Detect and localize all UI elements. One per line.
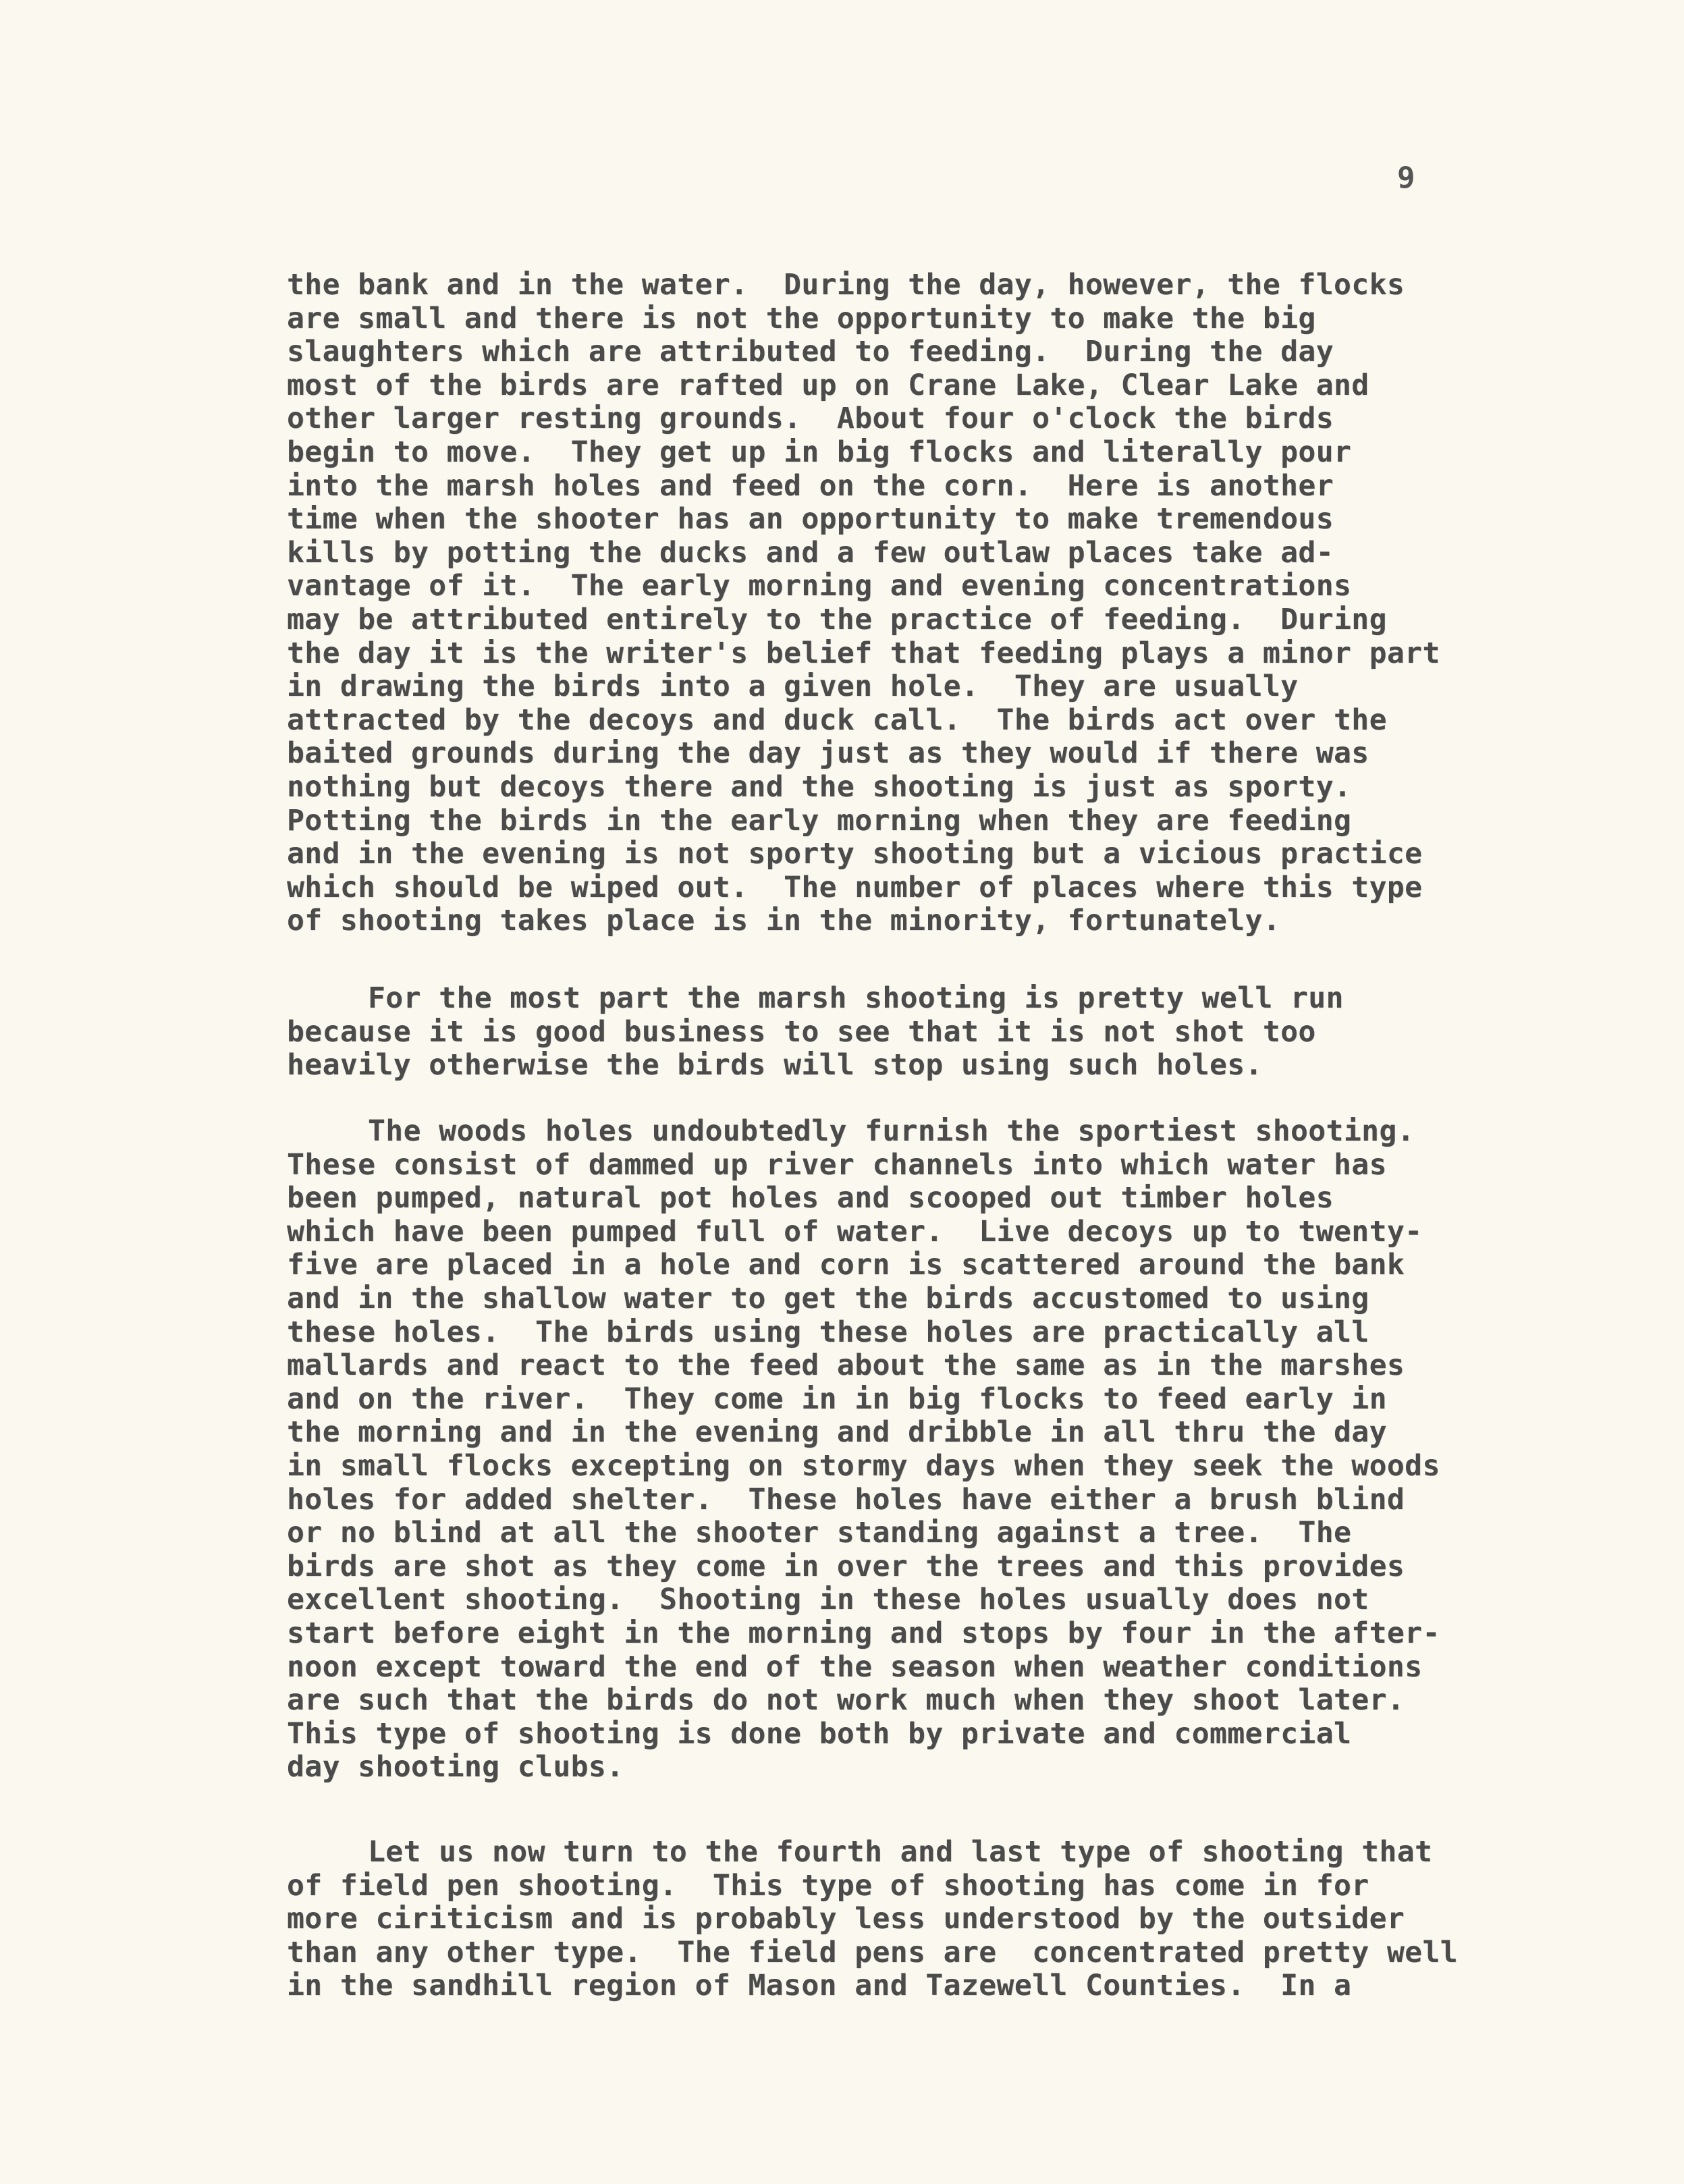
text-line: are small and there is not the opportunity to make the big [287, 301, 1316, 335]
text-line: The woods holes undoubtedly furnish the sportiest shooting. [368, 1114, 1415, 1148]
text-line: in drawing the birds into a given hole. They are usually [287, 670, 1299, 704]
text-line: Potting the birds in the early morning when they are feeding [287, 803, 1352, 838]
text-line: and in the shallow water to get the birds accustomed to using [287, 1281, 1369, 1315]
text-line: other larger resting grounds. About four o'clock the birds [287, 402, 1334, 436]
text-line: For the most part the marsh shooting is pretty well run [368, 981, 1344, 1015]
text-line: of field pen shooting. This type of shooting has come in for [287, 1868, 1369, 1903]
text-line: than any other type. The field pens are concentrated pretty well [287, 1935, 1459, 1969]
text-line: vantage of it. The early morning and evening concentrations [287, 569, 1352, 603]
text-line: more ciriticism and is probably less understood by the outsider [287, 1902, 1405, 1936]
text-line: This type of shooting is done both by private and commercial [287, 1716, 1352, 1751]
text-line: the bank and in the water. During the day, however, the flocks [287, 268, 1405, 302]
text-line: the morning and in the evening and dribble in all thru the day [287, 1415, 1387, 1450]
text-line: heavily otherwise the birds will stop using such holes. [287, 1048, 1263, 1083]
text-line: most of the birds are rafted up on Crane Lake, Clear Lake and [287, 368, 1369, 402]
text-line: nothing but decoys there and the shooting is just as sporty. [287, 769, 1352, 804]
paragraph-marsh-feeding [287, 269, 1610, 938]
text-line: in the sandhill region of Mason and Tazewell Counties. In a [287, 1969, 1352, 2003]
text-line: and in the evening is not sporty shooting but a vicious practice [287, 837, 1423, 871]
text-line: attracted by the decoys and duck call. The birds act over the [287, 703, 1387, 737]
text-line: baited grounds during the day just as they would if there was [287, 736, 1369, 771]
text-line: which have been pumped full of water. Live decoys up to twenty- [287, 1214, 1423, 1249]
text-line: excellent shooting. Shooting in these holes usually does not [287, 1583, 1369, 1617]
paragraph-marsh-management [287, 982, 1610, 1083]
text-line: are such that the birds do not work much when they shoot later. [287, 1683, 1405, 1718]
text-line: day shooting clubs. [287, 1750, 624, 1784]
text-line: start before eight in the morning and stops by four in the after- [287, 1616, 1440, 1650]
text-line: noon except toward the end of the season when weather conditions [287, 1649, 1423, 1684]
text-line: which should be wiped out. The number of places where this type [287, 870, 1423, 904]
text-line: These consist of dammed up river channels into which water has [287, 1147, 1387, 1182]
text-line: may be attributed entirely to the practice of feeding. During [287, 602, 1387, 636]
text-line: slaughters which are attributed to feeding. During the day [287, 335, 1334, 369]
text-line: of shooting takes place is in the minority, fortunately. [287, 904, 1281, 938]
text-line: five are placed in a hole and corn is scattered around the bank [287, 1248, 1405, 1282]
text-line: Let us now turn to the fourth and last type of shooting that [368, 1835, 1433, 1869]
text-line: kills by potting the ducks and a few outlaw places take ad- [287, 535, 1334, 570]
text-line: into the marsh holes and feed on the corn. Here is another [287, 468, 1334, 503]
text-line: the day it is the writer's belief that feeding plays a minor part [287, 636, 1440, 670]
page-number: 9 [1397, 161, 1415, 195]
paragraph-woods-holes [287, 1115, 1610, 1784]
text-line: been pumped, natural pot holes and scooped out timber holes [287, 1181, 1334, 1216]
text-line: begin to move. They get up in big flocks and literally pour [287, 435, 1352, 469]
text-line: time when the shooter has an opportunity to make tremendous [287, 502, 1334, 537]
text-line: or no blind at all the shooter standing against a tree. The [287, 1516, 1352, 1550]
text-line: birds are shot as they come in over the trees and this provides [287, 1549, 1405, 1583]
text-line: mallards and react to the feed about the same as in the marshes [287, 1348, 1405, 1383]
text-line: in small flocks excepting on stormy days when they seek the woods [287, 1448, 1440, 1483]
paragraph-field-pens [287, 1836, 1610, 2003]
text-line: because it is good business to see that it is not shot too [287, 1014, 1316, 1049]
text-line: these holes. The birds using these holes are practically all [287, 1315, 1369, 1349]
text-line: holes for added shelter. These holes have either a brush blind [287, 1482, 1405, 1517]
text-line: and on the river. They come in in big flocks to feed early in [287, 1382, 1387, 1416]
